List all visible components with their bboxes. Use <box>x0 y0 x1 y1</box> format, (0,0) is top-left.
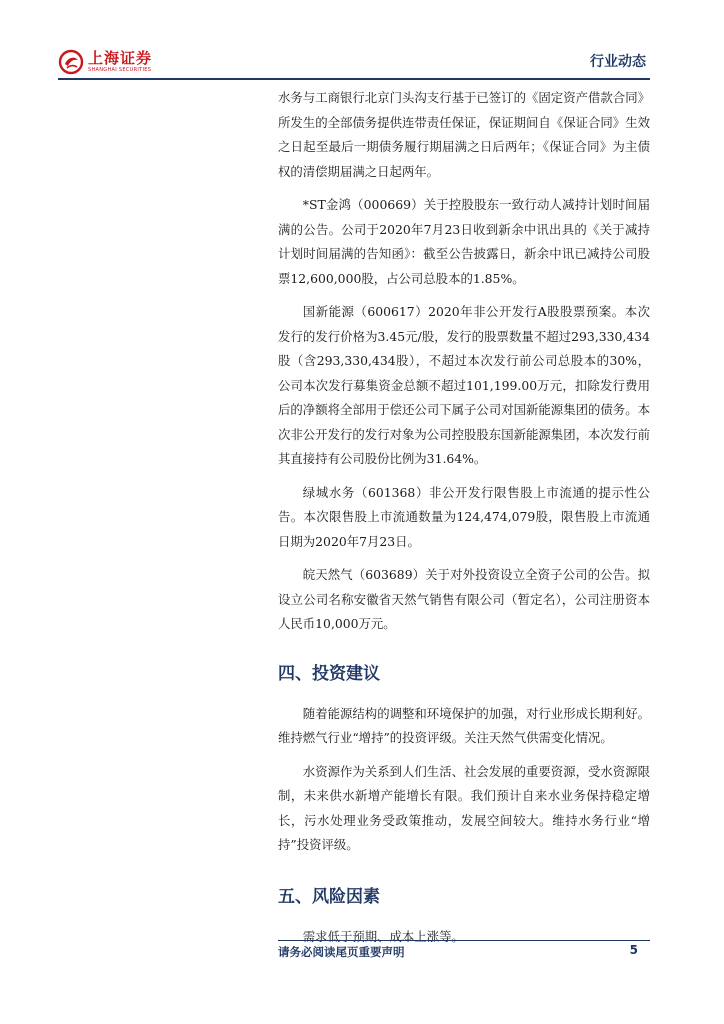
report-category-title: 行业动态 <box>590 54 646 70</box>
paragraph-guarantee: 水务与工商银行北京门头沟支行基于已签订的《固定资产借款合同》所发生的全部债务提供连带责任保证，保证期间自《保证合同》生效之日起至最后一期债务履行期届满之日后两年；《保证合同》为主债权的清偿期届满之日起两年。 <box>278 90 650 179</box>
main-content <box>278 86 650 949</box>
page-header <box>58 45 650 79</box>
logo-chinese-name: 上海证券 <box>88 49 153 67</box>
paragraph-lvcheng-water: 绿城水务（601368）非公开发行限售股上市流通的提示性公告。本次限售股上市流通数量为124,474,079股，限售股上市流通日期为2020年7月23日。 <box>278 484 650 549</box>
section-title-risk-factors: 五、风险因素 <box>278 886 380 907</box>
header-divider <box>58 78 650 80</box>
paragraph-risks: 需求低于预期、成本上涨等。 <box>302 928 464 944</box>
logo-english-name: SHANGHAI SECURITIES <box>88 67 152 73</box>
paragraph-guoxin-energy: 国新能源（600617）2020年非公开发行A股股票预案。本次发行的发行价格为3.45元/股，发行的股票数量不超过293,330,434股（含293,330,434股），不超过本次发行前公司总股本的30%，公司本次发行募集资金总额不超过101,199.00万元，扣除发行费用后的净额将全部用于偿还公司下属子公司对国新能源集团的债务。本次非公开发行的发行对象为公司控股股东国新能源集团，本次发行前其直接持有公司股份比例为31.64%。 <box>278 304 650 466</box>
paragraph-gas-advice: 随着能源结构的调整和环境保护的加强，对行业形成长期利好。维持燃气行业“增持”的投资评级。关注天然气供需变化情况。 <box>278 705 650 745</box>
paragraph-wan-gas: 皖天然气（603689）关于对外投资设立全资子公司的公告。拟设立公司名称安徽省天然气销售有限公司（暂定名），公司注册资本人民币10,000万元。 <box>278 567 650 631</box>
page-number: 5 <box>629 943 638 957</box>
footer-disclaimer: 请务必阅读尾页重要声明 <box>278 945 405 959</box>
section-title-investment-advice: 四、投资建议 <box>278 663 380 684</box>
company-logo <box>58 47 152 77</box>
paragraph-st-jinhong: *ST金鸿（000669）关于控股股东一致行动人减持计划时间届满的公告。公司于2020年7月23日收到新余中讯出具的《关于减持计划时间届满的告知函》：截至公告披露日，新余中讯已减持公司股票12,600,000股，占公司总股本的1.85%。 <box>278 197 650 286</box>
footer-divider <box>278 940 650 941</box>
logo-emblem-icon <box>58 49 84 75</box>
paragraph-water-advice: 水资源作为关系到人们生活、社会发展的重要资源，受水资源限制，未来供水新增产能增长有限。我们预计自来水业务保持稳定增长，污水处理业务受政策推动，发展空间较大。维持水务行业“增持”投资评级。 <box>278 763 650 852</box>
